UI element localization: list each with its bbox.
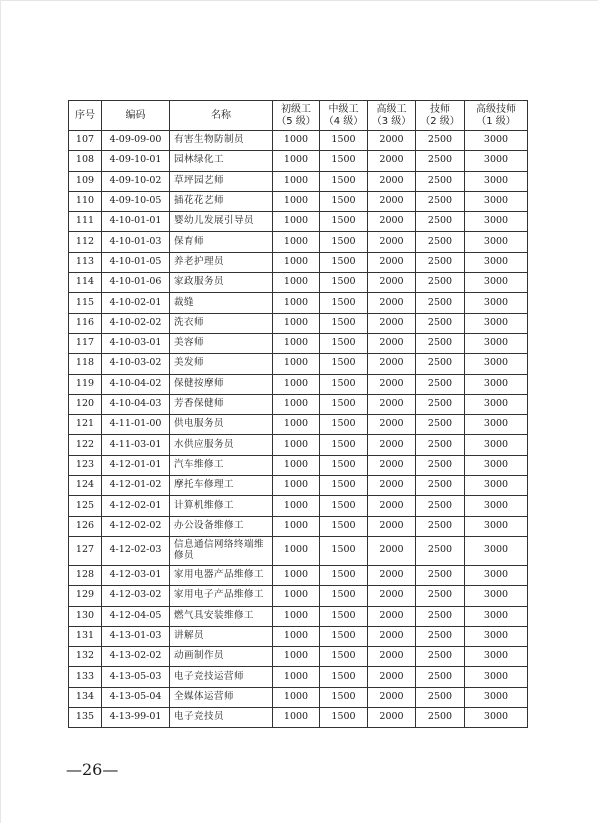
header-level-1-grade: （1 级）: [476, 115, 516, 127]
table-row: [69, 151, 528, 171]
cell-level-5: 1000: [273, 565, 320, 585]
cell-code: 4-11-01-00: [102, 415, 170, 435]
cell-code: 4-09-10-01: [102, 151, 170, 171]
cell-level-4: 1500: [320, 131, 368, 151]
cell-level-2: 2500: [416, 333, 465, 353]
cell-level-3: 2000: [368, 273, 416, 293]
cell-code: 4-09-10-02: [102, 171, 170, 191]
cell-name: 全媒体运营师: [170, 687, 273, 707]
cell-level-2: 2500: [416, 496, 465, 516]
cell-level-2: 2500: [416, 415, 465, 435]
table-row: [69, 354, 528, 374]
cell-level-5: 1000: [273, 415, 320, 435]
header-level-4-title: 中级工: [328, 104, 359, 115]
cell-level-3: 2000: [368, 667, 416, 687]
cell-code: 4-12-02-01: [102, 496, 170, 516]
cell-level-1: 3000: [465, 212, 528, 232]
cell-level-5: 1000: [273, 313, 320, 333]
cell-level-4: 1500: [320, 516, 368, 536]
cell-name: 电子竞技员: [170, 708, 273, 728]
cell-level-2: 2500: [416, 354, 465, 374]
cell-level-5: 1000: [273, 708, 320, 728]
cell-level-2: 2500: [416, 191, 465, 211]
cell-level-3: 2000: [368, 476, 416, 496]
cell-level-1: 3000: [465, 565, 528, 585]
cell-level-4: 1500: [320, 273, 368, 293]
cell-level-4: 1500: [320, 565, 368, 585]
cell-level-1: 3000: [465, 455, 528, 475]
cell-level-3: 2000: [368, 455, 416, 475]
cell-level-1: 3000: [465, 586, 528, 606]
cell-level-2: 2500: [416, 273, 465, 293]
cell-level-3: 2000: [368, 708, 416, 728]
cell-code: 4-10-01-03: [102, 232, 170, 252]
header-level-3-grade: （3 级）: [371, 115, 412, 127]
cell-level-1: 3000: [465, 171, 528, 191]
cell-level-2: 2500: [416, 586, 465, 606]
cell-level-3: 2000: [368, 586, 416, 606]
table-row: [69, 191, 528, 211]
cell-level-3: 2000: [368, 313, 416, 333]
table-row: [69, 293, 528, 313]
table-row: [69, 626, 528, 646]
cell-level-5: 1000: [273, 273, 320, 293]
cell-level-2: 2500: [416, 647, 465, 667]
cell-code: 4-13-99-01: [102, 708, 170, 728]
cell-code: 4-12-02-02: [102, 516, 170, 536]
header-level-1-title: 高级技师: [476, 104, 516, 115]
cell-level-5: 1000: [273, 647, 320, 667]
header-code: 编码: [102, 101, 170, 131]
cell-level-2: 2500: [416, 151, 465, 171]
table-row: [69, 415, 528, 435]
cell-level-4: 1500: [320, 708, 368, 728]
cell-level-2: 2500: [416, 171, 465, 191]
cell-name: 家用电器产品维修工: [170, 565, 273, 585]
header-level-5-title: 初级工: [281, 104, 311, 115]
table-row: [69, 586, 528, 606]
table-row: [69, 171, 528, 191]
cell-name: 家用电子产品维修工: [170, 586, 273, 606]
cell-code: 4-13-05-03: [102, 667, 170, 687]
cell-level-1: 3000: [465, 191, 528, 211]
table-row: [69, 252, 528, 272]
cell-name: 燃气具安装维修工: [170, 606, 273, 626]
table-row: [69, 374, 528, 394]
cell-seq: 111: [69, 212, 102, 232]
cell-seq: 117: [69, 333, 102, 353]
cell-level-4: 1500: [320, 455, 368, 475]
cell-level-1: 3000: [465, 435, 528, 455]
cell-code: 4-10-03-02: [102, 354, 170, 374]
cell-level-3: 2000: [368, 435, 416, 455]
cell-code: 4-11-03-01: [102, 435, 170, 455]
cell-level-3: 2000: [368, 374, 416, 394]
cell-level-2: 2500: [416, 394, 465, 414]
cell-level-1: 3000: [465, 232, 528, 252]
cell-level-2: 2500: [416, 374, 465, 394]
cell-level-5: 1000: [273, 435, 320, 455]
cell-level-5: 1000: [273, 394, 320, 414]
cell-level-1: 3000: [465, 647, 528, 667]
cell-name: 草坪园艺师: [170, 171, 273, 191]
header-level-4: [320, 101, 368, 131]
cell-level-5: 1000: [273, 333, 320, 353]
cell-level-5: 1000: [273, 667, 320, 687]
cell-name: 园林绿化工: [170, 151, 273, 171]
cell-seq: 127: [69, 536, 102, 565]
table-row: [69, 708, 528, 728]
cell-seq: 120: [69, 394, 102, 414]
cell-code: 4-12-03-02: [102, 586, 170, 606]
table-row: [69, 394, 528, 414]
cell-level-4: 1500: [320, 313, 368, 333]
cell-seq: 125: [69, 496, 102, 516]
cell-seq: 128: [69, 565, 102, 585]
cell-code: 4-13-05-04: [102, 687, 170, 707]
cell-code: 4-10-01-06: [102, 273, 170, 293]
cell-level-2: 2500: [416, 687, 465, 707]
cell-level-4: 1500: [320, 667, 368, 687]
cell-level-1: 3000: [465, 374, 528, 394]
cell-level-3: 2000: [368, 293, 416, 313]
cell-level-3: 2000: [368, 626, 416, 646]
cell-level-4: 1500: [320, 212, 368, 232]
cell-level-5: 1000: [273, 293, 320, 313]
cell-code: 4-12-03-01: [102, 565, 170, 585]
cell-level-3: 2000: [368, 394, 416, 414]
cell-level-2: 2500: [416, 708, 465, 728]
header-level-2: [416, 101, 465, 131]
table-row: [69, 516, 528, 536]
cell-level-5: 1000: [273, 191, 320, 211]
cell-level-5: 1000: [273, 252, 320, 272]
header-level-2-grade: （2 级）: [420, 115, 460, 127]
table-row: [69, 565, 528, 585]
cell-level-4: 1500: [320, 476, 368, 496]
header-level-5-grade: （5 级）: [276, 115, 316, 127]
cell-seq: 130: [69, 606, 102, 626]
cell-level-3: 2000: [368, 212, 416, 232]
table-row: [69, 232, 528, 252]
cell-level-5: 1000: [273, 374, 320, 394]
cell-seq: 131: [69, 626, 102, 646]
cell-level-1: 3000: [465, 313, 528, 333]
cell-level-4: 1500: [320, 435, 368, 455]
cell-code: 4-10-04-03: [102, 394, 170, 414]
cell-code: 4-10-01-01: [102, 212, 170, 232]
cell-level-1: 3000: [465, 708, 528, 728]
cell-seq: 119: [69, 374, 102, 394]
cell-name: 保育师: [170, 232, 273, 252]
cell-name: 保健按摩师: [170, 374, 273, 394]
cell-level-4: 1500: [320, 394, 368, 414]
cell-name: 摩托车修理工: [170, 476, 273, 496]
cell-level-5: 1000: [273, 131, 320, 151]
cell-seq: 109: [69, 171, 102, 191]
cell-seq: 124: [69, 476, 102, 496]
cell-level-1: 3000: [465, 536, 528, 565]
table-body: [69, 131, 528, 728]
cell-level-3: 2000: [368, 131, 416, 151]
cell-name: 美容师: [170, 333, 273, 353]
cell-level-4: 1500: [320, 354, 368, 374]
cell-code: 4-10-02-02: [102, 313, 170, 333]
cell-level-4: 1500: [320, 586, 368, 606]
cell-name: 插花花艺师: [170, 191, 273, 211]
cell-level-5: 1000: [273, 536, 320, 565]
table-row: [69, 273, 528, 293]
cell-level-4: 1500: [320, 333, 368, 353]
cell-level-5: 1000: [273, 232, 320, 252]
cell-name: 水供应服务员: [170, 435, 273, 455]
cell-seq: 113: [69, 252, 102, 272]
cell-name: 供电服务员: [170, 415, 273, 435]
cell-seq: 135: [69, 708, 102, 728]
cell-name: 洗衣师: [170, 313, 273, 333]
cell-level-2: 2500: [416, 252, 465, 272]
cell-level-2: 2500: [416, 476, 465, 496]
cell-level-1: 3000: [465, 354, 528, 374]
header-level-4-grade: （4 级）: [323, 115, 364, 127]
cell-level-1: 3000: [465, 252, 528, 272]
cell-name: 计算机维修工: [170, 496, 273, 516]
cell-level-4: 1500: [320, 687, 368, 707]
table-row: [69, 667, 528, 687]
cell-level-4: 1500: [320, 232, 368, 252]
cell-level-4: 1500: [320, 647, 368, 667]
cell-level-1: 3000: [465, 496, 528, 516]
cell-code: 4-09-10-05: [102, 191, 170, 211]
cell-seq: 107: [69, 131, 102, 151]
cell-level-4: 1500: [320, 606, 368, 626]
cell-level-2: 2500: [416, 455, 465, 475]
cell-level-4: 1500: [320, 496, 368, 516]
cell-level-5: 1000: [273, 626, 320, 646]
cell-code: 4-12-02-03: [102, 536, 170, 565]
cell-code: 4-09-09-00: [102, 131, 170, 151]
cell-level-4: 1500: [320, 374, 368, 394]
cell-level-1: 3000: [465, 415, 528, 435]
table-row: [69, 131, 528, 151]
cell-level-1: 3000: [465, 476, 528, 496]
cell-level-2: 2500: [416, 293, 465, 313]
cell-level-2: 2500: [416, 131, 465, 151]
table-row: [69, 455, 528, 475]
cell-seq: 122: [69, 435, 102, 455]
cell-level-5: 1000: [273, 354, 320, 374]
cell-level-1: 3000: [465, 394, 528, 414]
cell-seq: 129: [69, 586, 102, 606]
cell-code: 4-10-02-01: [102, 293, 170, 313]
table-row: [69, 435, 528, 455]
cell-seq: 132: [69, 647, 102, 667]
cell-seq: 115: [69, 293, 102, 313]
cell-code: 4-10-03-01: [102, 333, 170, 353]
cell-seq: 121: [69, 415, 102, 435]
subsidy-table: [68, 100, 528, 728]
cell-level-3: 2000: [368, 516, 416, 536]
cell-name: 信息通信网络终端维修员: [170, 536, 273, 565]
cell-level-1: 3000: [465, 151, 528, 171]
cell-level-5: 1000: [273, 606, 320, 626]
cell-level-4: 1500: [320, 151, 368, 171]
cell-name: 美发师: [170, 354, 273, 374]
cell-level-1: 3000: [465, 273, 528, 293]
cell-name: 动画制作员: [170, 647, 273, 667]
cell-name: 电子竞技运营师: [170, 667, 273, 687]
table-row: [69, 496, 528, 516]
cell-seq: 126: [69, 516, 102, 536]
cell-level-3: 2000: [368, 354, 416, 374]
cell-level-3: 2000: [368, 151, 416, 171]
table-row: [69, 647, 528, 667]
cell-code: 4-12-01-01: [102, 455, 170, 475]
cell-level-3: 2000: [368, 647, 416, 667]
cell-code: 4-13-01-03: [102, 626, 170, 646]
cell-level-2: 2500: [416, 516, 465, 536]
cell-level-1: 3000: [465, 606, 528, 626]
cell-level-3: 2000: [368, 565, 416, 585]
cell-level-5: 1000: [273, 476, 320, 496]
cell-level-5: 1000: [273, 151, 320, 171]
cell-seq: 114: [69, 273, 102, 293]
cell-code: 4-13-02-02: [102, 647, 170, 667]
header-row: [69, 101, 528, 131]
header-level-3-title: 高级工: [376, 104, 407, 115]
cell-seq: 123: [69, 455, 102, 475]
cell-level-4: 1500: [320, 626, 368, 646]
cell-seq: 112: [69, 232, 102, 252]
page-number: —26—: [66, 760, 119, 779]
cell-level-1: 3000: [465, 626, 528, 646]
cell-level-2: 2500: [416, 232, 465, 252]
header-level-3: [368, 101, 416, 131]
cell-level-3: 2000: [368, 606, 416, 626]
cell-name: 芳香保健师: [170, 394, 273, 414]
table-row: [69, 333, 528, 353]
cell-level-2: 2500: [416, 626, 465, 646]
table-header: [69, 101, 528, 131]
table-row: [69, 606, 528, 626]
cell-level-3: 2000: [368, 333, 416, 353]
page-edge-left: [0, 0, 1, 823]
cell-code: 4-12-04-05: [102, 606, 170, 626]
cell-name: 有害生物防制员: [170, 131, 273, 151]
cell-level-5: 1000: [273, 687, 320, 707]
cell-level-3: 2000: [368, 232, 416, 252]
cell-name: 办公设备维修工: [170, 516, 273, 536]
cell-level-3: 2000: [368, 496, 416, 516]
cell-code: 4-12-01-02: [102, 476, 170, 496]
cell-name: 讲解员: [170, 626, 273, 646]
header-level-2-title: 技师: [430, 104, 450, 115]
header-level-5: [273, 101, 320, 131]
table-row: [69, 313, 528, 333]
header-level-1: [465, 101, 528, 131]
cell-seq: 118: [69, 354, 102, 374]
cell-level-4: 1500: [320, 536, 368, 565]
cell-level-5: 1000: [273, 171, 320, 191]
cell-level-5: 1000: [273, 516, 320, 536]
cell-seq: 134: [69, 687, 102, 707]
header-name: 名称: [170, 101, 273, 131]
cell-level-1: 3000: [465, 516, 528, 536]
cell-name: 养老护理员: [170, 252, 273, 272]
cell-level-2: 2500: [416, 435, 465, 455]
cell-level-1: 3000: [465, 293, 528, 313]
table-row: [69, 687, 528, 707]
table-row: [69, 212, 528, 232]
cell-level-5: 1000: [273, 586, 320, 606]
cell-level-2: 2500: [416, 536, 465, 565]
cell-level-4: 1500: [320, 293, 368, 313]
cell-level-5: 1000: [273, 496, 320, 516]
cell-level-5: 1000: [273, 212, 320, 232]
cell-seq: 110: [69, 191, 102, 211]
cell-level-3: 2000: [368, 536, 416, 565]
cell-level-2: 2500: [416, 667, 465, 687]
cell-name: 汽车维修工: [170, 455, 273, 475]
cell-level-1: 3000: [465, 131, 528, 151]
cell-name: 裁缝: [170, 293, 273, 313]
cell-code: 4-10-04-02: [102, 374, 170, 394]
cell-level-3: 2000: [368, 687, 416, 707]
cell-level-2: 2500: [416, 212, 465, 232]
cell-level-4: 1500: [320, 171, 368, 191]
page-edge-top: [0, 0, 598, 1]
cell-level-2: 2500: [416, 565, 465, 585]
cell-level-3: 2000: [368, 171, 416, 191]
cell-level-1: 3000: [465, 667, 528, 687]
cell-seq: 133: [69, 667, 102, 687]
cell-level-3: 2000: [368, 252, 416, 272]
cell-level-1: 3000: [465, 333, 528, 353]
cell-name: 婴幼儿发展引导员: [170, 212, 273, 232]
cell-level-4: 1500: [320, 252, 368, 272]
cell-seq: 108: [69, 151, 102, 171]
table-row: [69, 476, 528, 496]
cell-level-5: 1000: [273, 455, 320, 475]
cell-code: 4-10-01-05: [102, 252, 170, 272]
cell-seq: 116: [69, 313, 102, 333]
header-seq: 序号: [69, 101, 102, 131]
cell-level-2: 2500: [416, 606, 465, 626]
cell-name: 家政服务员: [170, 273, 273, 293]
cell-level-2: 2500: [416, 313, 465, 333]
cell-level-3: 2000: [368, 415, 416, 435]
cell-level-1: 3000: [465, 687, 528, 707]
cell-level-4: 1500: [320, 415, 368, 435]
cell-level-3: 2000: [368, 191, 416, 211]
cell-level-4: 1500: [320, 191, 368, 211]
table-row: [69, 536, 528, 565]
